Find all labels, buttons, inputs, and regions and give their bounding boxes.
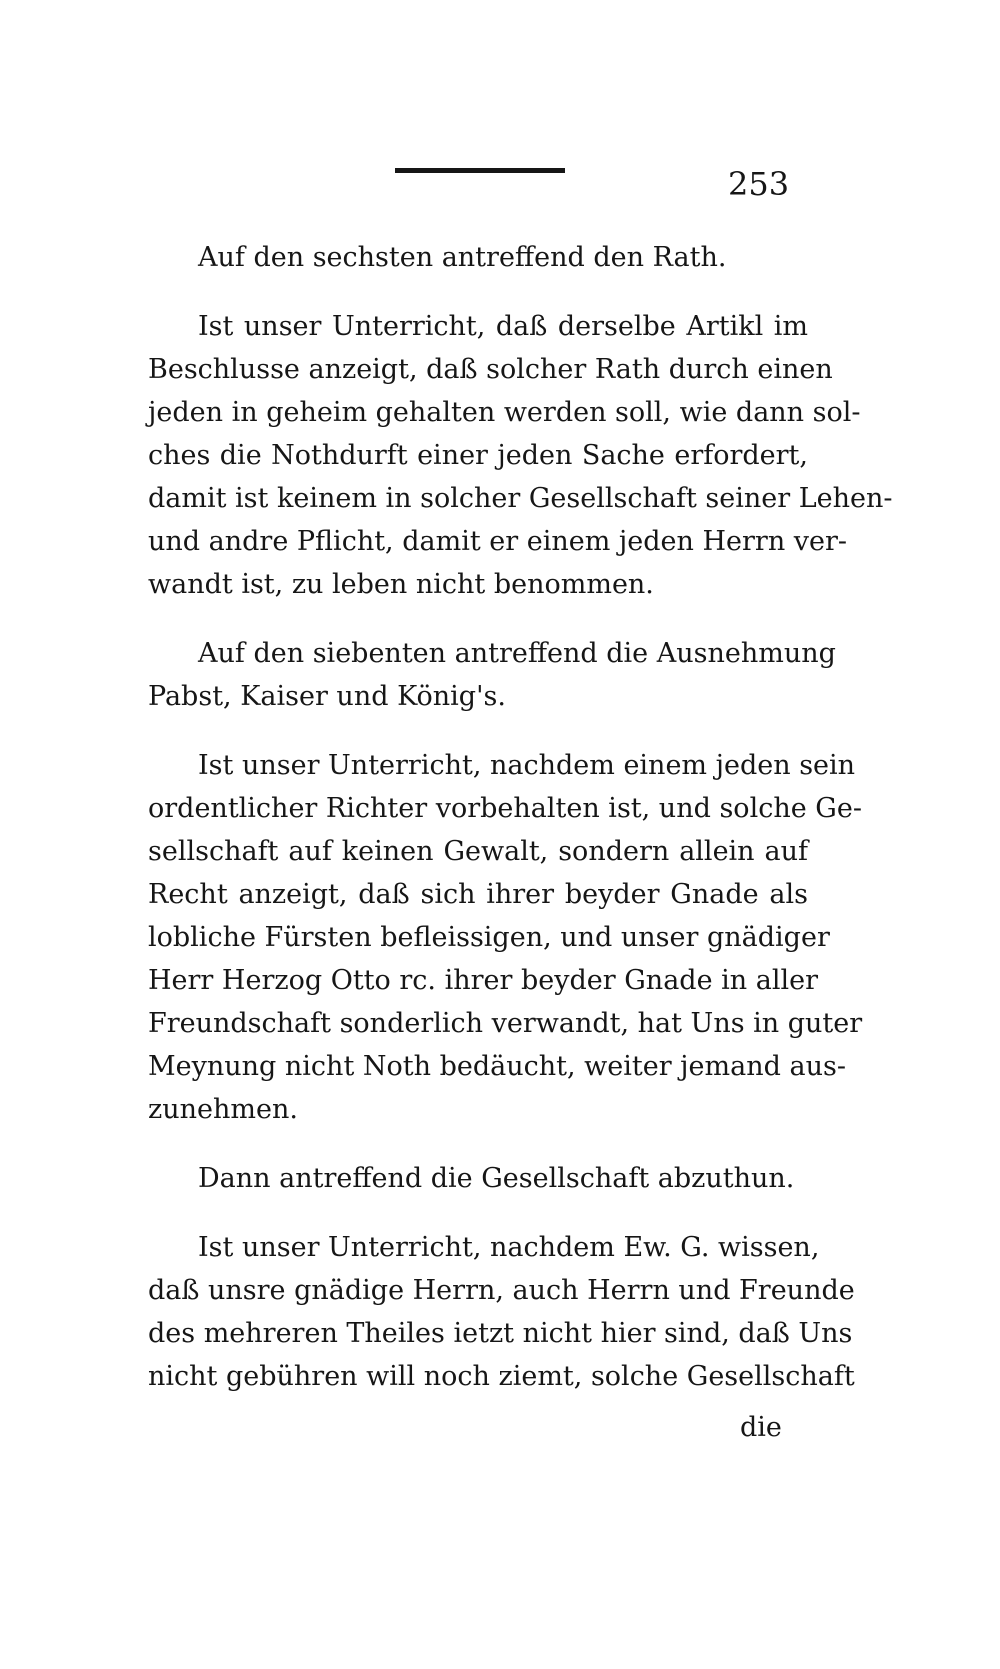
- text-line: nicht gebühren will noch ziemt, solche Gesellschaft: [148, 1361, 855, 1392]
- paragraph-gap: [148, 279, 808, 305]
- text-line: daß unsre gnädige Herrn, auch Herrn und Freunde: [148, 1275, 855, 1306]
- text-line: zunehmen.: [148, 1094, 298, 1125]
- text-line: jeden in geheim gehalten werden soll, wie dann sol-: [148, 397, 861, 428]
- paragraph-gap: [148, 718, 808, 744]
- catchword: die: [740, 1412, 782, 1443]
- page-number: 253: [728, 165, 790, 203]
- text-line: ches die Nothdurft einer jeden Sache erfordert,: [148, 440, 808, 471]
- paragraph: [148, 1226, 855, 1398]
- text-line: Beschlusse anzeigt, daß solcher Rath durch einen: [148, 354, 833, 385]
- paragraph: [148, 305, 893, 606]
- body-text: [148, 236, 893, 1398]
- text-line: Auf den siebenten antreffend die Ausnehmung: [198, 638, 836, 669]
- text-line: lobliche Fürsten befleissigen, und unser gnädiger: [148, 922, 830, 953]
- paragraph-gap: [148, 1131, 808, 1157]
- section-heading: [148, 632, 836, 718]
- section-heading: [148, 236, 808, 279]
- text-line: Meynung nicht Noth bedäucht, weiter jemand aus-: [148, 1051, 846, 1082]
- text-line: Auf den sechsten antreffend den Rath.: [198, 242, 727, 273]
- text-line: des mehreren Theiles ietzt nicht hier sind, daß Uns: [148, 1318, 853, 1349]
- section-heading: [148, 1157, 808, 1200]
- text-line: Herr Herzog Otto rc. ihrer beyder Gnade in aller: [148, 965, 818, 996]
- text-line: und andre Pflicht, damit er einem jeden Herrn ver-: [148, 526, 848, 557]
- text-line: Freundschaft sonderlich verwandt, hat Uns in guter: [148, 1008, 863, 1039]
- text-line: damit ist keinem in solcher Gesellschaft seiner Lehen-: [148, 483, 893, 514]
- text-line: Pabst, Kaiser und König's.: [148, 681, 506, 712]
- text-line: wandt ist, zu leben nicht benommen.: [148, 569, 654, 600]
- text-line: Ist unser Unterricht, nachdem Ew. G. wissen,: [198, 1232, 820, 1263]
- text-line: Ist unser Unterricht, nachdem einem jeden sein: [198, 750, 856, 781]
- paragraph-gap: [148, 606, 808, 632]
- paragraph: [148, 744, 863, 1131]
- text-line: ordentlicher Richter vorbehalten ist, und solche Ge-: [148, 793, 862, 824]
- text-line: Ist unser Unterricht, daß derselbe Artikl im: [198, 311, 808, 342]
- header-rule: [395, 168, 565, 173]
- text-line: sellschaft auf keinen Gewalt, sondern allein auf: [148, 836, 808, 867]
- paragraph-gap: [148, 1200, 808, 1226]
- text-line: Recht anzeigt, daß sich ihrer beyder Gnade als: [148, 879, 808, 910]
- text-line: Dann antreffend die Gesellschaft abzuthun.: [198, 1163, 795, 1194]
